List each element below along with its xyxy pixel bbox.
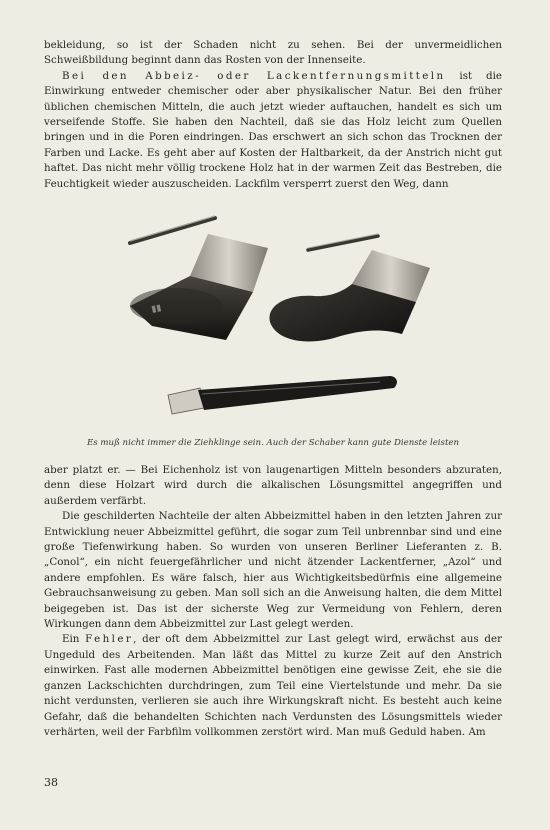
scraper-handle-right xyxy=(269,250,430,341)
svg-text:▮▮: ▮▮ xyxy=(150,303,163,315)
loose-blade-left xyxy=(130,218,215,243)
paragraph-abbeizmittel xyxy=(44,69,502,192)
top-text-block xyxy=(44,38,502,192)
paragraph-continuation: bekleidung, so ist der Schaden nicht zu sehen. Bei der unvermeidlichen Schweißbildung beginnt dann das Rosten von der Innenseite. xyxy=(44,39,502,67)
flat-scraper-tool xyxy=(168,376,397,414)
scraper-tools-photo xyxy=(90,210,460,430)
figure-caption: Es muß nicht immer die Ziehklinge sein. Auch der Schaber kann gute Dienste leisten xyxy=(86,438,460,448)
paragraph-text: ist die Einwirkung entweder chemischer oder aber physikalischer Natur. Bei den früher üblichen chemischen Mitteln, die auch jetzt wieder auftauchen, handelt es sich um verseifende Stoffe. Sie haben den Nachteil, daß sie das Holz leicht zum Quellen bringen und in die Poren eindringen. Das erschwert an sich schon das Trocknen der Farben und Lacke. Es geht aber auf Kosten der Haltbarkeit, da der Anstrich nicht gut haftet. Das nicht mehr völlig trockene Holz hat in der warmen Zeit das Bestreben, die Feuchtigkeit wieder auszuscheiden. Lackfilm versperrt zuerst den Weg, dann xyxy=(44,69,502,190)
loose-blade-right xyxy=(308,236,378,250)
scraper-block-left xyxy=(130,234,268,340)
page-number: 38 xyxy=(44,776,58,789)
spaced-emphasis: Fehler xyxy=(85,633,134,646)
paragraph-eichenholz: aber platzt er. — Bei Eichenholz ist von laugenartigen Mitteln besonders abzuraten, denn diese Holzart wird durch die alkalischen Lösungsmittel angegriffen und außerdem verfärbt. xyxy=(44,464,502,507)
paragraph-neue-abbeizmittel: Die geschilderten Nachteile der alten Abbeizmittel haben in den letzten Jahren zur Entwicklung neuer Abbeizmittel geführt, die sogar zum Teil unbrennbar sind und eine große Tiefenwirkung haben. So wurden von unseren Berliner Lieferanten z. B. „Conol“, ein nicht feuergefährlicher und nicht ätzender Lackentferner, „Azol“ und andere empfohlen. Es wäre falsch, hier aus Wichtigkeitsbedürfnis eine allgemeine Gebrauchsanweisung zu geben. Man soll sich an die Anweisung halten, die dem Mittel beigegeben ist. Das ist der sicherste Weg zur Vermeidung von Fehlern, deren Wirkungen dann dem Abbeizmittel zur Last gelegt werden. xyxy=(44,510,502,631)
bottom-text-block xyxy=(44,463,502,740)
spaced-emphasis: Bei den Abbeiz- oder Lackentfernungsmitteln xyxy=(62,69,446,82)
paragraph-fehler xyxy=(44,632,502,740)
paragraph-text: , der oft dem Abbeizmittel zur Last gelegt wird, erwächst aus der Ungeduld des Arbeitenden. Man läßt das Mittel zu kurze Zeit auf den Anstrich einwirken. Fast alle modernen Abbeizmittel benötigen eine gewisse Zeit, ehe sie die ganzen Lackschichten durchdringen, zum Teil eine Viertelstunde und mehr. Da sie nicht verdunsten, verlieren sie auch ihre Wirkungskraft nicht. Es besteht auch keine Gefahr, daß die behandelten Schichten nach Verdunsten des Lösungsmittels wieder verhärten, weil der Farbfilm vollkommen zerstört wird. Man muß Geduld haben. Am xyxy=(44,633,502,738)
paragraph-text: Ein xyxy=(62,633,86,646)
